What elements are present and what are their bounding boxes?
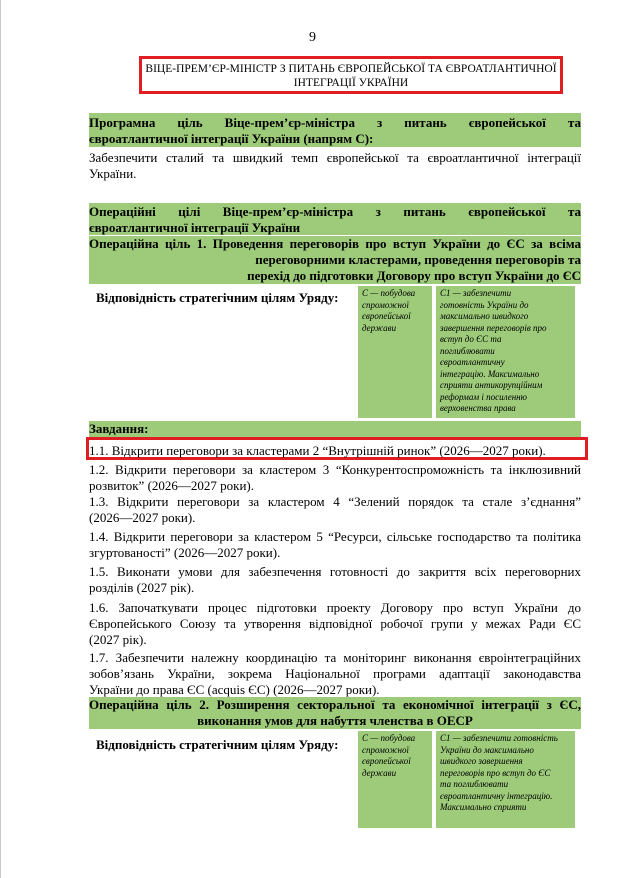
- task-item: [89, 443, 581, 459]
- strategy-c-line: С — побудова: [362, 733, 416, 743]
- operational-goals-heading: Операційні цілі Віце-прем’єр-міністра з питань європейської та євроатлантичної інтеграції України: [89, 204, 581, 235]
- operational-goal-1-heading: Операційна ціль 1. Проведення переговорів про вступ України до ЄС за всіма переговорними кластерами, проведення переговорів та перехід до підготовки Договору про вступ України до ЄС: [89, 236, 581, 283]
- strategy-c1-line: реформам і посиленню: [440, 391, 527, 402]
- task-line: (2027 рік).: [89, 632, 147, 647]
- goal-1-strategy-c-cell: [358, 286, 432, 418]
- task-item: [89, 462, 581, 494]
- strategy-c1-line: України до максимально: [440, 744, 534, 755]
- task-line: 1.5. Виконати умови для забезпечення готовності до закриття всіх переговорних: [89, 564, 581, 579]
- task-line: 1.4. Відкрити переговори за кластером 5 “Ресурси, сільське господарство та політика: [89, 529, 581, 544]
- task-line: згуртованості” (2026—2027 роки).: [89, 545, 281, 560]
- task-line: розвиток” (2026—2027 роки).: [89, 478, 255, 493]
- task-line: 1.1. Відкрити переговори за кластерами 2 “Внутрішній ринок” (2026—2027 роки).: [89, 443, 546, 458]
- strategy-c1-line: готовність України до: [440, 299, 529, 310]
- strategy-c1-line: переговорів про вступ до ЄС: [440, 767, 551, 778]
- task-item: [89, 564, 581, 596]
- goal-2-strategy-c1-cell: [436, 731, 575, 828]
- task-line: України до права ЄС (acquis ЄС) (2026—2027 роки).: [89, 682, 380, 697]
- section-title-box: [139, 56, 563, 94]
- strategy-c-line: держави: [362, 767, 397, 778]
- task-item: [89, 529, 581, 561]
- task-line: Європейського Союзу та утворення відповідної робочої групи у межах Ради ЄС: [89, 616, 581, 631]
- goal-2-strategy-c-cell: [358, 731, 432, 828]
- strategy-c1-line: та поглиблювати: [440, 779, 509, 789]
- strategy-c1-line: С1 — забезпечити: [440, 288, 512, 298]
- section-title-line-2: ІНТЕГРАЦІЇ УКРАЇНИ: [293, 77, 409, 89]
- strategy-c1-line: верховенства права: [440, 403, 516, 413]
- strategy-c1-line: С1 — забезпечити готовність: [440, 733, 558, 743]
- task-line: зобов’язань України, зокрема Національної програми адаптації законодавства: [89, 666, 581, 681]
- strategy-c1-line: завершення переговорів про: [440, 322, 547, 333]
- program-goal-text: Забезпечити сталий та швидкий темп європейської та євроатлантичної інтеграції України.: [89, 150, 581, 181]
- strategy-c-line: С — побудова: [362, 288, 416, 298]
- strategy-c-line: європейської: [362, 311, 411, 321]
- task-line: розділів (2027 рік).: [89, 580, 195, 595]
- operational-goal-2-heading: Операційна ціль 2. Розширення секторальної та економічної інтеграції з ЄС, виконання умов для набуття членства в ОЕСР: [89, 697, 581, 728]
- goal-2-strategy-label: Відповідність стратегічним цілям Уряду:: [96, 737, 339, 752]
- goal-1-strategy-label: Відповідність стратегічним цілям Уряду:: [96, 290, 339, 305]
- page-frame-edge: [0, 0, 1, 878]
- strategy-c1-line: інтеграцію. Максимально: [440, 368, 540, 379]
- strategy-c1-line: сприяти антикорупційним: [440, 380, 543, 390]
- strategy-c-line: держави: [362, 322, 397, 333]
- task-line: 1.2. Відкрити переговори за кластером 3 “Конкурентоспроможність та інклюзивний: [89, 462, 581, 477]
- strategy-c1-line: Максимально сприяти: [440, 802, 527, 812]
- task-item: [89, 650, 581, 698]
- strategy-c-line: спроможної: [362, 299, 410, 310]
- strategy-c1-line: євроатлантичну: [440, 357, 505, 367]
- strategy-c-line: спроможної: [362, 744, 410, 755]
- section-title-line-1: ВІЦЕ-ПРЕМ’ЄР-МІНІСТР З ПИТАНЬ ЄВРОПЕЙСЬКОЇ ТА ЄВРОАТЛАНТИЧНОЇ: [145, 63, 557, 75]
- task-item: [89, 600, 581, 648]
- task-line: 1.6. Започаткувати процес підготовки проекту Договору про вступ України до: [89, 600, 581, 615]
- program-goal-heading: Програмна ціль Віце-прем’єр-міністра з питань європейської та євроатлантичної інтеграції України (напрям С):: [89, 115, 581, 146]
- goal-1-strategy-c1-cell: [436, 286, 575, 418]
- strategy-c1-line: швидкого завершення: [440, 756, 523, 766]
- strategy-c1-line: євроатлантичну інтеграцію.: [440, 790, 553, 801]
- task-item: [89, 494, 581, 526]
- strategy-c1-line: поглиблювати: [440, 345, 495, 356]
- page-number: 9: [309, 30, 316, 45]
- strategy-c1-line: вступ до ЄС та: [440, 334, 502, 344]
- tasks-heading: Завдання:: [89, 421, 581, 437]
- task-line: (2026—2027 роки).: [89, 510, 196, 525]
- strategy-c1-line: максимально швидкого: [440, 311, 529, 321]
- strategy-c-line: європейської: [362, 756, 411, 766]
- task-line: 1.3. Відкрити переговори за кластером 4 “Зелений порядок та стале з’єднання”: [89, 494, 581, 509]
- task-line: 1.7. Забезпечити належну координацію та моніторинг виконання євроінтеграційних: [89, 650, 581, 665]
